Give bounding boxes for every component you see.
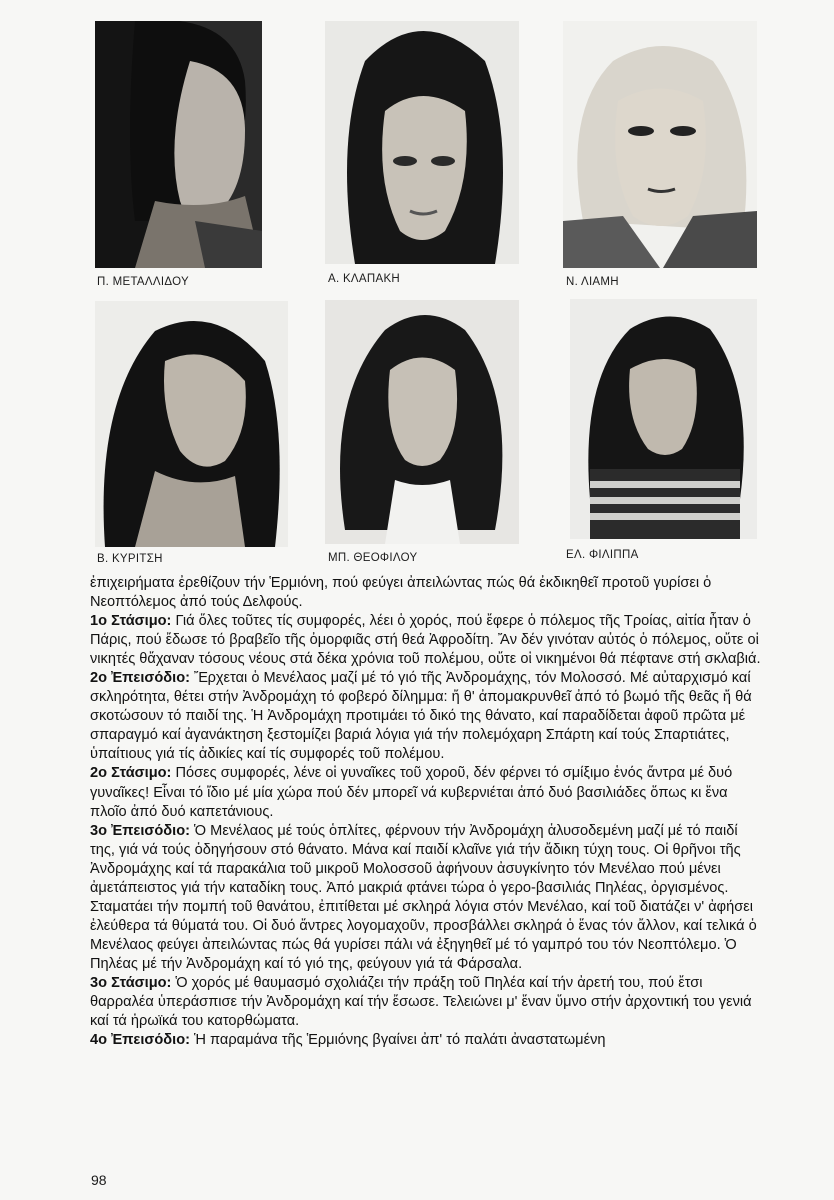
- portrait-caption-5: ΜΠ. ΘΕΟΦΙΛΟΥ: [328, 552, 418, 564]
- intro-paragraph: ἐπιχειρήματα ἐρεθίζουν τήν Ἑρμιόνη, πού φεύγει ἀπειλώντας πώς θά ἐκδικηθεῖ προτοῦ γυρίσει ὁ Νεοπτόλεμος ἀπό τούς Δελφούς.: [90, 575, 712, 611]
- portrait-photo-1: [95, 21, 262, 268]
- section-heading: 1ο Στάσιμο:: [90, 613, 172, 630]
- portrait-caption-3: Ν. ΛΙΑΜΗ: [566, 276, 619, 288]
- section-paragraph: [90, 669, 762, 764]
- section-heading: 2ο Ἐπεισόδιο:: [90, 670, 190, 687]
- portrait-photo-4: [95, 301, 288, 547]
- portrait-caption-4: Β. ΚΥΡΙΤΣΗ: [97, 553, 163, 565]
- portrait-caption-1: Π. ΜΕΤΑΛΛΙΔΟΥ: [97, 276, 189, 288]
- section-paragraph: [90, 974, 762, 1031]
- section-heading: 2ο Στάσιμο:: [90, 765, 172, 782]
- portrait-caption-2: Α. ΚΛΑΠΑΚΗ: [328, 273, 401, 285]
- section-heading: 3ο Στάσιμο:: [90, 974, 172, 991]
- portrait-photo-3: [563, 21, 757, 268]
- section-text: Ἡ παραμάνα τῆς Ἑρμιόνης βγαίνει ἀπ' τό παλάτι ἀναστατωμένη: [189, 1032, 606, 1049]
- section-heading: 3ο Ἐπεισόδιο:: [90, 822, 190, 839]
- portrait-photo-5: [325, 300, 519, 544]
- synopsis-text: [90, 574, 762, 1050]
- section-heading: 4ο Ἐπεισόδιο:: [90, 1032, 190, 1049]
- page-number: 98: [91, 1172, 107, 1188]
- section-text: Ὁ χορός μέ θαυμασμό σχολιάζει τήν πράξη τοῦ Πηλέα καί τήν ἀρετή του, πού ἔτσι θαρραλέα ὑπεράσπισε τήν Ἀνδρομάχη καί τήν ἔσωσε. Τελειώνει μ' ἕναν ὕμνο στήν ἀρχοντική του γενιά καί τά ἡρωϊκά του κατορθώματα.: [90, 974, 752, 1030]
- section-paragraph: [90, 764, 762, 821]
- section-paragraph: [90, 822, 762, 974]
- section-text: Γιά ὅλες τοῦτες τίς συμφορές, λέει ὁ χορός, πού ἔφερε ὁ πόλεμος τῆς Τροίας, αἰτία ἦταν ὁ Πάρις, πού ἔδωσε τό βραβεῖο τῆς ὀμορφιᾶς στή θεά Ἀφροδίτη. Ἄν δέν γινόταν αὐτός ὁ πόλεμος, οὔτε οἱ νικητές θἄχαναν τόσους νέους στά δέκα χρόνια τοῦ πολέμου, οὔτε οἱ νικημένοι θά πέφτανε στή σκλαβιά.: [90, 613, 761, 668]
- section-text: Ἔρχεται ὁ Μενέλαος μαζί μέ τό γιό τῆς Ἀνδρομάχης, τόν Μολοσσό. Μέ αὐταρχισμό καί σκληρότητα, θέτει στήν Ἀνδρομάχη τό φοβερό δίλημμα: ἤ θ' ἀπομακρυνθεῖ ἀπό τό βωμό τῆς θεᾶς ἤ θά σκοτώσουν τό παιδί της. Ἡ Ἀνδρομάχη προτιμάει τό δικό της θάνατο, καί παραδίδεται ἀφοῦ πρῶτα μέ σπαραγμό καί ἀγανάκτηση ξεστομίζει βαριά λόγια γιά τήν πολεμόχαρη Σπάρτη καί τούς Σπαρτιάτες, ὑπαίτιους γιά τίς ἀδικίες καί τίς συμφορές τοῦ πολέμου.: [90, 670, 752, 763]
- section-text: Ὁ Μενέλαος μέ τούς ὁπλίτες, φέρνουν τήν Ἀνδρομάχη ἁλυσοδεμένη μαζί μέ τό παιδί της, γιά νά τούς ὁδηγήσουν στό θάνατο. Μάνα καί παιδί κλαῖνε γιά τήν ἄδικη τύχη τους. Οἱ θρῆνοι τῆς Ἀνδρομάχης καί τά παρακάλια τοῦ μικροῦ Μολοσσοῦ ἀφήνουν ἀσυγκίνητο τόν Μενέλαο πού μένει ἀμετάπειστος γιά τήν καταδίκη τους. Ἀπό μακριά φτάνει τώρα ὁ γερο-βασιλιάς Πηλέας, ὀργισμένος. Σταματάει τήν πομπή τοῦ θανάτου, ἐπιτίθεται μέ σκληρά λόγια στόν Μενέλαο, καί τοῦ διατάζει ν' ἀφήσει ἐλεύθερα τά θύματά του. Οἱ δυό ἄντρες λογομαχοῦν, προσβάλλει σκληρά ὁ ἕνας τόν ἄλλον, καί τελικά ὁ Μενέλαος φεύγει ἀπειλώντας πώς θά γυρίσει πάλι νά ἐξηγηθεῖ μέ τό γαμπρό του τόν Νεοπτόλεμο. Ὁ Πηλέας μέ τήν Ἀνδρομάχη καί τό γιό της, φεύγουν γιά τά Φάρσαλα.: [90, 822, 757, 972]
- section-paragraph: [90, 1031, 762, 1050]
- portrait-caption-6: ΕΛ. ΦΙΛΙΠΠΑ: [566, 549, 639, 561]
- portrait-photo-2: [325, 21, 519, 264]
- section-text: Πόσες συμφορές, λένε οἱ γυναῖκες τοῦ χοροῦ, δέν φέρνει τό σμίξιμο ἑνός ἄντρα μέ δυό γυναῖκες! Εἶναι τό ἴδιο μέ μία χώρα πού δέν μπορεῖ νά κυβερνιέται ἀπό δυό βασιλιάδες ὅπως κι ἕνα πλοῖο ἀπό δυό καπετάνιους.: [90, 765, 733, 820]
- portrait-photo-6: [570, 299, 757, 539]
- section-paragraph: [90, 612, 762, 669]
